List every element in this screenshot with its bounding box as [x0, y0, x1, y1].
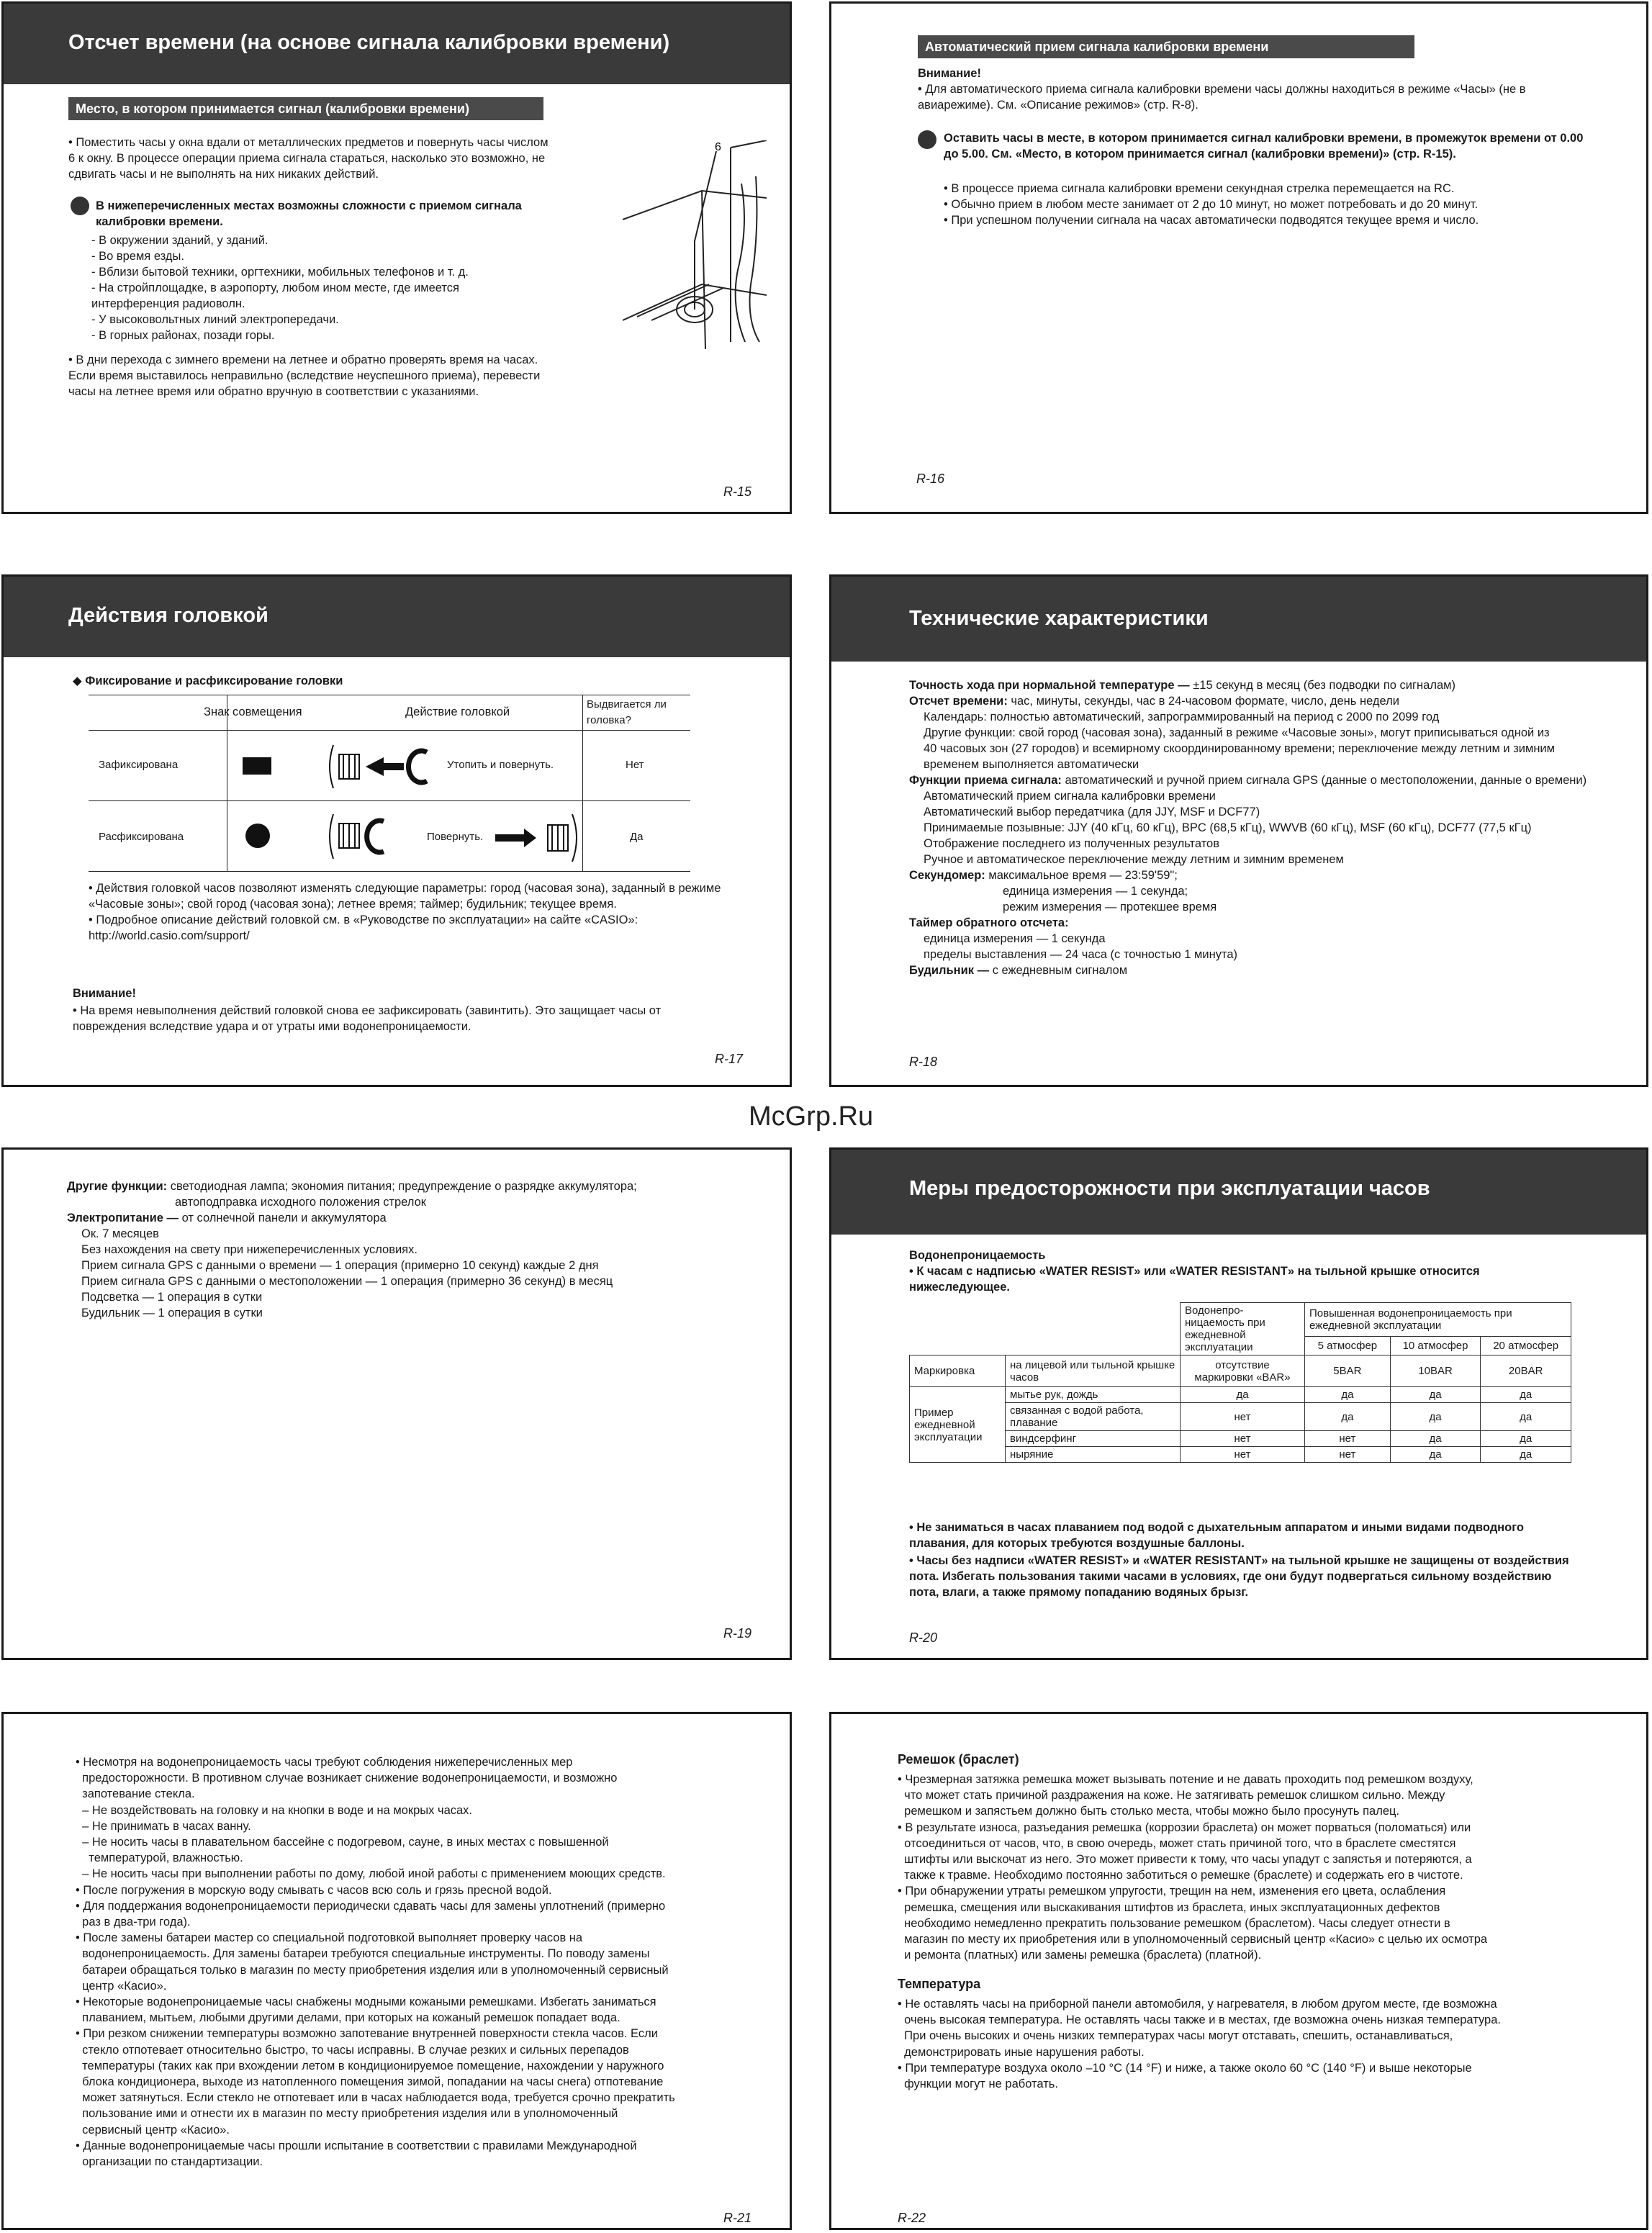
list-item: - В окружении зданий, у зданий. [91, 234, 268, 247]
text-block [898, 1996, 1617, 2092]
text-line: очень высокая температура. Не оставлять часы также и в местах, где возможна очень низкая температура. [898, 2013, 1501, 2027]
text-line: ремешком и запястьем должно быть столько места, чтобы можно было просунуть палец. [898, 1805, 1400, 1818]
list [91, 233, 523, 343]
column-header: Действие головкой [405, 705, 510, 718]
action-text: Повернуть. [427, 831, 484, 843]
row-label: Расфиксирована [99, 831, 184, 843]
list-item: - В горных районах, позади горы. [91, 329, 275, 342]
text-line: – Не принимать в часах ванну. [76, 1819, 251, 1833]
spec-line: Электропитание — от солнечной панели и аккумулятора [67, 1212, 387, 1224]
section-bar: Место, в котором принимается сигнал (калибровки времени) [68, 97, 543, 120]
window-illustration [623, 140, 767, 349]
text-line: • При обнаружении утраты ремешком упругости, трещин на нем, изменения его цвета, ослабления [898, 1885, 1446, 1898]
spec-label: Другие функции: [67, 1180, 168, 1193]
text-line: может затянуться. Если стекло не отпотевает или в часах наблюдается вода, требуется срочно прекратить [76, 2091, 675, 2105]
section-heading: Температура [898, 1977, 981, 1991]
paragraph: • В процессе приема сигнала калибровки времени секундная стрелка перемещается на RC. [944, 182, 1455, 195]
text-line: магазин по месту их приобретения или в уполномоченный сервисный центр «Касио» с целью их осмотра [898, 1933, 1488, 1946]
water-resist-table [909, 1302, 1571, 1463]
page-r17 [1, 574, 792, 1087]
attention-heading: Внимание! [918, 67, 981, 80]
page-r22 [829, 1712, 1648, 2230]
row-label: Пример ежедневной эксплуатации [910, 1387, 1006, 1463]
column-header: 20 атмосфер [1481, 1336, 1571, 1355]
column-header: Водонепро-ницаемость при ежедневной эксплуатации [1181, 1303, 1305, 1355]
step-icon [918, 130, 936, 149]
paragraph: • На время невыполнения действий головкой снова ее зафиксировать (завинтить). Это защищает часы от повреждения вследствие удара и от утраты ими водонепроницаемости. [73, 1004, 662, 1033]
column-header: 5 атмосфер [1305, 1336, 1391, 1355]
paragraph: • В дни перехода с зимнего времени на летнее и обратно проверять время на часах. Если время выставилось неправильно (вследствие неуспешного приема), перевести часы на летнее время или обратно вручную в соответствии с указаниями. [68, 353, 541, 398]
spec-line: Отсчет времени: час, минуты, секунды, час в 24-часовом формате, число, день недели [909, 695, 1399, 708]
spec-line: Секундомер: максимальное время — 23:59'59"; [909, 869, 1178, 882]
column-header: Выдвигается ли головка? [587, 698, 667, 726]
text-line: • Несмотря на водонепроницаемость часы требуют соблюдения нижеперечисленных мер [76, 1756, 573, 1769]
spec-line: Будильник — с ежедневным сигналом [909, 964, 1128, 977]
text-line: • Не оставлять часы на приборной панели автомобиля, у нагревателя, в любом другом месте, где возможна [898, 1998, 1497, 2011]
spec-label: Будильник — [909, 964, 990, 977]
page-number: R-21 [723, 2211, 752, 2225]
text-line: предосторожности. В противном случае возникает снижение водонепроницаемости, и возможно [76, 1772, 618, 1785]
text-line: батареи обращаться только в магазин по месту приобретения изделия или в уполномоченный сервисный [76, 1963, 669, 1977]
text-line: запотевание стекла. [76, 1787, 195, 1801]
text-line: • После погружения в морскую воду смывать с часов всю соль и грязь пресной водой. [76, 1883, 552, 1897]
page-title: Технические характеристики [909, 607, 1209, 630]
pull-out-icon [492, 811, 582, 865]
spec-line: Ок. 7 месяцев [81, 1227, 159, 1240]
spec-line: Автоматический прием сигнала калибровки времени [924, 790, 1216, 803]
table-row: ныряние нет нет да да [910, 1447, 1571, 1463]
paragraph: • К часам с надписью «WATER RESIST» или «WATER RESISTANT» на тыльной крышке относится нижеследующее. [909, 1265, 1480, 1294]
list-item: - На стройплощадке, в аэропорту, любом ином месте, где имеется интерференция радиоволн. [91, 281, 459, 310]
text-line: – Не воздействовать на головку и на кнопки в воде и на мокрых часах. [76, 1803, 473, 1817]
section-heading: Ремешок (браслет) [898, 1752, 1019, 1767]
square-mark [243, 757, 271, 775]
crown-turn-icon [326, 811, 427, 862]
paragraph: • При успешном получении сигнала на часах автоматически подводятся текущее время и число. [944, 214, 1479, 227]
page-r15 [1, 1, 792, 514]
spec-label: Электропитание — [67, 1212, 179, 1224]
text-line: • После замены батареи мастер со специальной подготовкой выполняет проверку часов на [76, 1931, 583, 1945]
title-banner [831, 1150, 1646, 1235]
spec-label: Таймер обратного отсчета: [909, 916, 1069, 929]
text-line: сервисный центр «Касио». [76, 2123, 230, 2137]
section-bar: Автоматический прием сигнала калибровки времени [918, 35, 1414, 58]
spec-line: Календарь: полностью автоматический, запрограммированный на период с 2000 по 2099 год [924, 710, 1440, 723]
text-line: • В результате износа, разъедания ремешка (коррозии браслета) он может порваться (поломаться) или [898, 1821, 1471, 1834]
text-line: стекло отпотевает относительно быстро, то часы исправны. В случае резких и сильных перепадов [76, 2043, 629, 2057]
text-line: • При температуре воздуха около –10 °C (14 °F) и ниже, а также около 60 °C (140 °F) и выше некоторые [898, 2061, 1472, 2075]
watermark: McGrp.Ru [749, 1101, 874, 1132]
warning-text: В нижеперечисленных местах возможны сложности с приемом сигнала калибровки времени. [96, 199, 522, 228]
text-line: функции могут не работать. [898, 2078, 1058, 2091]
text-line: раз в два-три года). [76, 1916, 191, 1929]
text-line: демонстрировать иные нарушения работы. [898, 2045, 1145, 2059]
spec-label: Точность хода при нормальной температуре — [909, 679, 1190, 692]
text-line: При очень высоких и очень низких температурах часы могут отставать, спешить, останавливаться, [898, 2029, 1453, 2043]
title-banner [831, 577, 1646, 662]
text-line: температурой, влажностью. [76, 1851, 243, 1865]
cell: 20BAR [1481, 1355, 1571, 1387]
page-r21 [1, 1712, 792, 2230]
row-sublabel: на лицевой или тыльной крышке часов [1006, 1355, 1181, 1387]
answer: Нет [626, 759, 644, 771]
table-row: виндсерфинг нет нет да да [910, 1431, 1571, 1447]
text-line: также к травме. Необходимо постоянно заботиться о ремешке (браслете) и содержать его в чистоте. [898, 1869, 1463, 1882]
spec-line: Подсветка — 1 операция в сутки [81, 1291, 263, 1304]
column-header: Знак совмещения [204, 705, 302, 718]
text-block [76, 1754, 759, 2170]
paragraph: • Для автоматического приема сигнала калибровки времени часы должны находиться в режиме «Часы» (не в авиарежиме). См. «Описание режимов» (стр. R-8). [918, 83, 1526, 112]
spec-line: Точность хода при нормальной температуре — ±15 секунд в месяц (без подводки по сигналам) [909, 679, 1455, 692]
cell: 5BAR [1305, 1355, 1391, 1387]
spec-line: Отображение последнего из полученных результатов [924, 837, 1220, 850]
crown-table [89, 695, 690, 872]
table-row: связанная с водой работа, плавание нет да да да [910, 1403, 1571, 1431]
list-item: - Во время езды. [91, 250, 184, 263]
section-heading: ◆ Фиксирование и расфиксирование головки [73, 675, 343, 687]
page-title: Отсчет времени (на основе сигнала калибровки времени) [68, 31, 670, 54]
spec-line: Принимаемые позывные: JJY (40 кГц, 60 кГц), BPC (68,5 кГц), WWVB (60 кГц), MSF (60 кГц), DCF77 (77,5 кГц) [924, 821, 1532, 834]
spec-line: Прием сигнала GPS с данными о местоположении — 1 операция (примерно 36 секунд) в месяц [81, 1275, 613, 1288]
step-text: Оставить часы в месте, в котором принимается сигнал калибровки времени, в промежуток времени от 0.00 до 5.00. См. «Место, в котором принимается сигнал (калибровки времени)» (стр. R-15). [944, 132, 1584, 161]
title-banner [4, 4, 790, 84]
spec-line: единица измерения — 1 секунда; [1003, 885, 1188, 898]
text-line: организации по стандартизации. [76, 2155, 263, 2169]
row-label: Маркировка [910, 1355, 1006, 1387]
spec-line: Без нахождения на свету при нижеперечисленных условиях. [81, 1243, 417, 1256]
page-number: R-18 [909, 1055, 938, 1069]
text-line: ремешка, смещения или выскакивания штифтов из браслета, иных эксплуатационных дефектов [898, 1900, 1440, 1914]
text-line: • Чрезмерная затяжка ремешка может вызывать потение и не давать проходить под ремешком воздуху, [898, 1773, 1473, 1786]
page-r19 [1, 1147, 792, 1660]
page-r18 [829, 574, 1648, 1087]
cell: 10BAR [1390, 1355, 1481, 1387]
page-number: R-17 [715, 1052, 744, 1066]
spec-line: автоподправка исходного положения стрелок [175, 1196, 427, 1209]
page-number: R-20 [909, 1630, 938, 1645]
list-item: - Вблизи бытовой техники, оргтехники, мобильных телефонов и т. д. [91, 266, 469, 279]
spec-label: Секундомер: [909, 869, 985, 882]
text-line: необходимо немедленно прекратить пользование ремешком (браслетом). Часы следует отнести в [898, 1916, 1450, 1930]
text-line: что может стать причиной раздражения на коже. Не затягивать ремешок слишком сильно. Между [898, 1789, 1445, 1803]
spec-line: Другие функции: светодиодная лампа; экономия питания; предупреждение о разрядке аккумулятора; [67, 1180, 637, 1193]
cell: отсутствие маркировки «BAR» [1181, 1355, 1305, 1387]
page-title: Действия головкой [68, 604, 268, 627]
spec-line: режим измерения — протекшее время [1003, 901, 1217, 914]
paragraph: • Обычно прием в любом месте занимает от 2 до 10 минут, но может потребовать и до 20 минут. [944, 198, 1479, 211]
page-number: R-15 [723, 484, 752, 499]
text-line: и ремонта (платных) или замены ремешка (браслета) (платной). [898, 1949, 1262, 1962]
spec-line: Автоматический выбор передатчика (для JJY, MSF и DCF77) [924, 806, 1260, 818]
spec-label: Отсчет времени: [909, 695, 1008, 708]
six-label: 6 [715, 141, 721, 153]
text-line: – Не носить часы в плавательном бассейне с подогревом, сауне, в иных местах с повышенной [76, 1836, 609, 1849]
text-block [898, 1772, 1617, 1963]
warning-icon [71, 197, 89, 215]
spec-line: единица измерения — 1 секунда [924, 932, 1106, 945]
paragraph: • Действия головкой часов позволяют изменять следующие параметры: город (часовая зона), заданный в режиме «Часовые зоны»; свой город (часовая зона); летнее время; таймер; будильник; текущее время. [89, 882, 721, 911]
text-line: • Данные водонепроницаемые часы прошли испытание в соответствии с правилами Международной [76, 2139, 637, 2152]
action-text: Утопить и повернуть. [447, 759, 554, 771]
page-number: R-16 [916, 472, 945, 486]
text-line: – Не носить часы при выполнении работы по дому, любой иной работы с применением моющих средств. [76, 1867, 666, 1881]
section-heading: Водонепроницаемость [909, 1249, 1046, 1262]
column-header: 10 атмосфер [1390, 1336, 1481, 1355]
spec-line: Другие функции: свой город (часовая зона), заданный в режиме «Часовые зоны», могут приписываться одной из 40 часовых зон (27 городов) и всемирному скоординированному времени; переключение между летним и зимним временем выполняется автоматически [924, 726, 1555, 771]
column-header: Повышенная водонепроницаемость при ежедневной эксплуатации [1305, 1303, 1571, 1337]
text-line: • Для поддержания водонепроницаемости периодически сдавать часы для замены уплотнений (примерно [76, 1899, 666, 1913]
spec-line: Будильник — 1 операция в сутки [81, 1307, 263, 1320]
spec-line: Ручное и автоматическое переключение между летним и зимним временем [924, 853, 1344, 866]
page-title: Меры предосторожности при эксплуатации часов [909, 1177, 1430, 1200]
text-line: плаванием, мытьем, любыми другими делами, при которых на кожаный ремешок попадает вода. [76, 2011, 620, 2025]
table-row: Пример ежедневной эксплуатации мытье рук, дождь да да да да [910, 1387, 1571, 1403]
answer: Да [630, 831, 644, 843]
title-banner [4, 577, 790, 657]
text-line: • Некоторые водонепроницаемые часы снабжены модными кожаными ремешками. Избегать заниматься [76, 1995, 656, 2009]
spec-label: Функции приема сигнала: [909, 774, 1062, 787]
text-line: центр «Касио». [76, 1979, 167, 1993]
paragraph: • Часы без надписи «WATER RESIST» и «WATER RESISTANT» на тыльной крышке не защищены от воздействия пота. Избегать пользования такими часами в условиях, где они будут подвергаться сильному воздействию пота, влаги, а также прямому попаданию водяных брызг. [909, 1554, 1569, 1599]
text-line: температуры (таких как при вхождении летом в кондиционируемое помещение, нахождении у наружного [76, 2059, 664, 2072]
paragraph: • Не заниматься в часах плаванием под водой с дыхательным аппаратом и иными видами подводного плавания, для которых требуются воздушные баллоны. [909, 1521, 1524, 1550]
text-line: пользование ими и отнести их в магазин по месту приобретения изделия или в уполномоченный [76, 2107, 618, 2121]
paragraph: • Подробное описание действий головкой см. в «Руководстве по эксплуатации» на сайте «CASIO»: http://world.casio.com/support/ [89, 914, 638, 942]
dot-mark [245, 824, 270, 848]
text-line: водонепроницаемость. Для замены батареи требуются специальные инструменты. По поводу замены [76, 1947, 650, 1961]
text-line: отсоединиться от часов, что, в свою очередь, может стать причиной того, что в браслете сместятся [898, 1836, 1456, 1850]
crown-push-icon [326, 741, 434, 792]
page-r16 [829, 1, 1648, 514]
attention-heading: Внимание! [73, 987, 136, 1000]
page-r20 [829, 1147, 1648, 1660]
page-number: R-19 [723, 1626, 752, 1641]
page-number: R-22 [898, 2211, 926, 2225]
spec-line [909, 915, 1615, 931]
paragraph: • Поместить часы у окна вдали от металлических предметов и повернуть часы числом 6 к окну. В процессе операции приема сигнала стараться, насколько это возможно, не сдвигать часы и не выполнять на них никаких действий. [68, 136, 549, 181]
text-line: штифты или выскочат из него. Это может привести к тому, что часы упадут с запястья и потеряются, а [898, 1853, 1472, 1867]
spec-line: Функции приема сигнала: автоматический и ручной прием сигнала GPS (данные о местоположении, данные о времени) [909, 774, 1587, 787]
row-label: Зафиксирована [99, 759, 179, 771]
text-line: блока кондиционера, выходе из натопленного помещения зимой, попадании на часы снега) отпотевание [76, 2075, 664, 2089]
text-line: • При резком снижении температуры возможно запотевание внутренней поверхности стекла часов. Если [76, 2027, 658, 2041]
spec-line: Прием сигнала GPS с данными о времени — 1 операция (примерно 10 секунд) каждые 2 дня [81, 1259, 599, 1272]
spec-line: пределы выставления — 24 часа (с точностью 1 минута) [924, 948, 1238, 961]
list-item: - У высоковольтных линий электропередачи. [91, 313, 339, 326]
